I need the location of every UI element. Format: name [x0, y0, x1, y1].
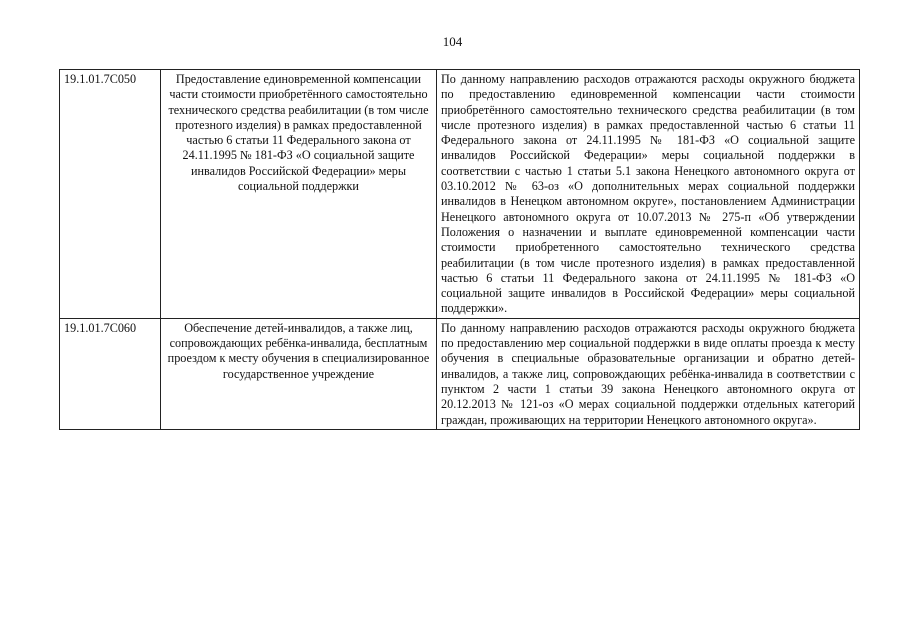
page-number: 104 [442, 34, 463, 49]
expense-description-cell: По данному направлению расходов отражаются расходы окружного бюджета по предоставлению единовременной компенсации части стоимости приобретённого самостоятельно технического средства реабилитации (в том числе протезного изделия) в рамках предоставленной частью 6 статьи 11 Федерального закона от 24.11.1995 № 181-ФЗ «О социальной защите инвалидов Российской Федерации» меры социальной поддержки в соответствии с частью 1 статьи 5.1 закона Ненецкого автономного округа от 03.10.2012 № 63-оз «О дополнительных мерах социальной поддержки инвалидов в Ненецком автономном округе», постановлением Администрации Ненецкого автономного округа от 10.07.2013 № 275-п «Об утверждении Положения о назначении и выплате единовременной компенсации части стоимости приобретенного самостоятельно технического средства реабилитации (в том числе протезного изделия) в рамках предоставленной частью 6 статьи 11 Федерального закона от 24.11.1995 № 181-ФЗ «О социальной защите инвалидов в Российской Федерации» меры социальной поддержки». [437, 70, 860, 319]
expense-code-cell: 19.1.01.7С050 [60, 70, 161, 319]
budget-classification-table [59, 69, 860, 430]
expense-name-cell: Предоставление единовременной компенсации части стоимости приобретённого самостоятельно технического средства реабилитации (в том числе протезного изделия) в рамках предоставленной частью 6 статьи 11 Федерального закона от 24.11.1995 № 181-ФЗ «О социальной защите инвалидов Российской Федерации» меры социальной поддержки [161, 70, 437, 319]
expense-description-cell: По данному направлению расходов отражаются расходы окружного бюджета по предоставлению мер социальной поддержки в виде оплаты проезда к месту обучения в специальные образовательные организации и обратно детей-инвалидов, а также лиц, сопровождающих ребёнка-инвалида в соответствии с пунктом 2 части 1 статьи 39 закона Ненецкого автономного округа от 20.12.2013 № 121-оз «О мерах социальной поддержки отдельных категорий граждан, проживающих на территории Ненецкого автономного округа». [437, 318, 860, 429]
table-row [60, 70, 860, 319]
expense-code-cell: 19.1.01.7С060 [60, 318, 161, 429]
table-row [60, 318, 860, 429]
expense-name-cell: Обеспечение детей-инвалидов, а также лиц, сопровождающих ребёнка-инвалида, бесплатным проездом к месту обучения в специализированное государственное учреждение [161, 318, 437, 429]
